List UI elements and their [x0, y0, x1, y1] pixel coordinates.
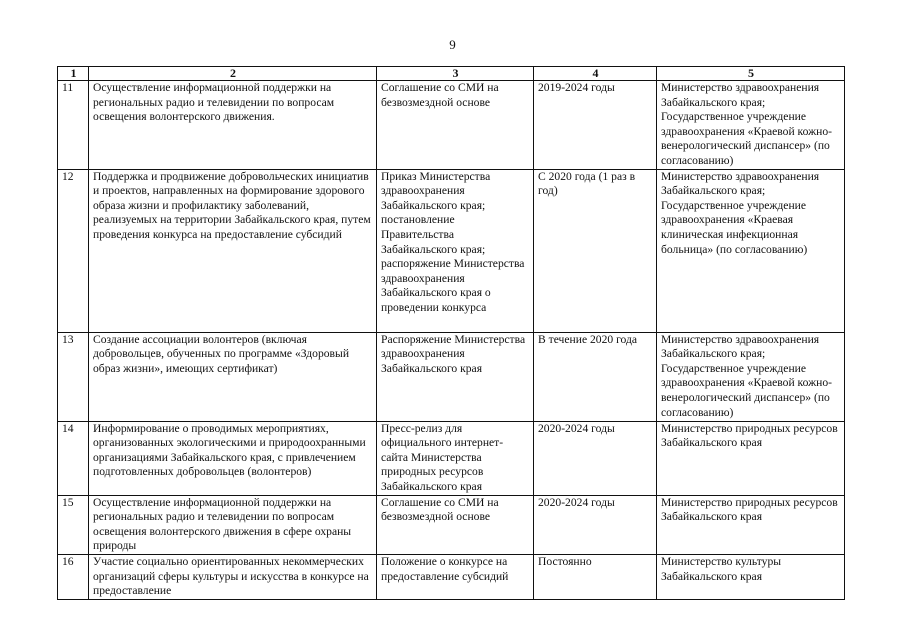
document-cell: Пресс-релиз для официального интернет-сайта Министерства природных ресурсов Забайкальского края — [377, 421, 534, 495]
row-number-cell: 15 — [58, 495, 89, 554]
row-number-cell: 14 — [58, 421, 89, 495]
table-row — [58, 554, 845, 599]
term-cell: В течение 2020 года — [534, 332, 657, 421]
activity-cell: Осуществление информационной поддержки на региональных радио и телевидении по вопросам освещения волонтерского движения в сфере охраны природы — [89, 495, 377, 554]
row-number-cell: 11 — [58, 81, 89, 170]
document-cell: Распоряжение Министерства здравоохранения Забайкальского края — [377, 332, 534, 421]
table-row — [58, 421, 845, 495]
row-number-cell: 13 — [58, 332, 89, 421]
term-cell: Постоянно — [534, 554, 657, 599]
executor-cell: Министерство культуры Забайкальского края — [657, 554, 845, 599]
document-cell: Положение о конкурсе на предоставление субсидий — [377, 554, 534, 599]
column-header: 1 — [58, 67, 89, 81]
activity-cell: Участие социально ориентированных некоммерческих организаций сферы культуры и искусства в конкурсе на предоставление — [89, 554, 377, 599]
page-number: 9 — [449, 37, 456, 52]
table-header-row — [58, 67, 845, 81]
executor-cell: Министерство природных ресурсов Забайкальского края — [657, 495, 845, 554]
activity-cell: Информирование о проводимых мероприятиях, организованных экологическими и природоохранными организациями Забайкальского края, с привлечением подготовленных добровольцев (волонтеров) — [89, 421, 377, 495]
measures-table — [57, 66, 845, 600]
row-number-cell: 16 — [58, 554, 89, 599]
column-header: 3 — [377, 67, 534, 81]
column-header: 5 — [657, 67, 845, 81]
term-cell: 2020-2024 годы — [534, 421, 657, 495]
term-cell: 2020-2024 годы — [534, 495, 657, 554]
table-row — [58, 332, 845, 421]
executor-cell: Министерство природных ресурсов Забайкальского края — [657, 421, 845, 495]
document-cell: Соглашение со СМИ на безвозмездной основе — [377, 495, 534, 554]
activity-cell: Поддержка и продвижение добровольческих инициатив и проектов, направленных на формирование здорового образа жизни и профилактику заболеваний, реализуемых на территории Забайкальского края, путем проведения конкурса на предоставление субсидий — [89, 169, 377, 332]
term-cell: С 2020 года (1 раз в год) — [534, 169, 657, 332]
activity-cell: Создание ассоциации волонтеров (включая добровольцев, обученных по программе «Здоровый образ жизни», имеющих сертификат) — [89, 332, 377, 421]
table-row — [58, 169, 845, 332]
row-number-cell: 12 — [58, 169, 89, 332]
term-cell: 2019-2024 годы — [534, 81, 657, 170]
activity-cell: Осуществление информационной поддержки на региональных радио и телевидении по вопросам освещения волонтерского движения. — [89, 81, 377, 170]
table-row — [58, 495, 845, 554]
document-cell: Приказ Министерства здравоохранения Забайкальского края; постановление Правительства Забайкальского края; распоряжение Министерства здравоохранения Забайкальского края о проведении конкурса — [377, 169, 534, 332]
column-header: 2 — [89, 67, 377, 81]
executor-cell: Министерство здравоохранения Забайкальского края; Государственное учреждение здравоохранения «Краевой кожно-венерологический диспансер» (по согласованию) — [657, 332, 845, 421]
executor-cell: Министерство здравоохранения Забайкальского края; Государственное учреждение здравоохранения «Краевая клиническая инфекционная больница» (по согласованию) — [657, 169, 845, 332]
column-header: 4 — [534, 67, 657, 81]
table-row — [58, 81, 845, 170]
executor-cell: Министерство здравоохранения Забайкальского края; Государственное учреждение здравоохранения «Краевой кожно-венерологический диспансер» (по согласованию) — [657, 81, 845, 170]
document-cell: Соглашение со СМИ на безвозмездной основе — [377, 81, 534, 170]
